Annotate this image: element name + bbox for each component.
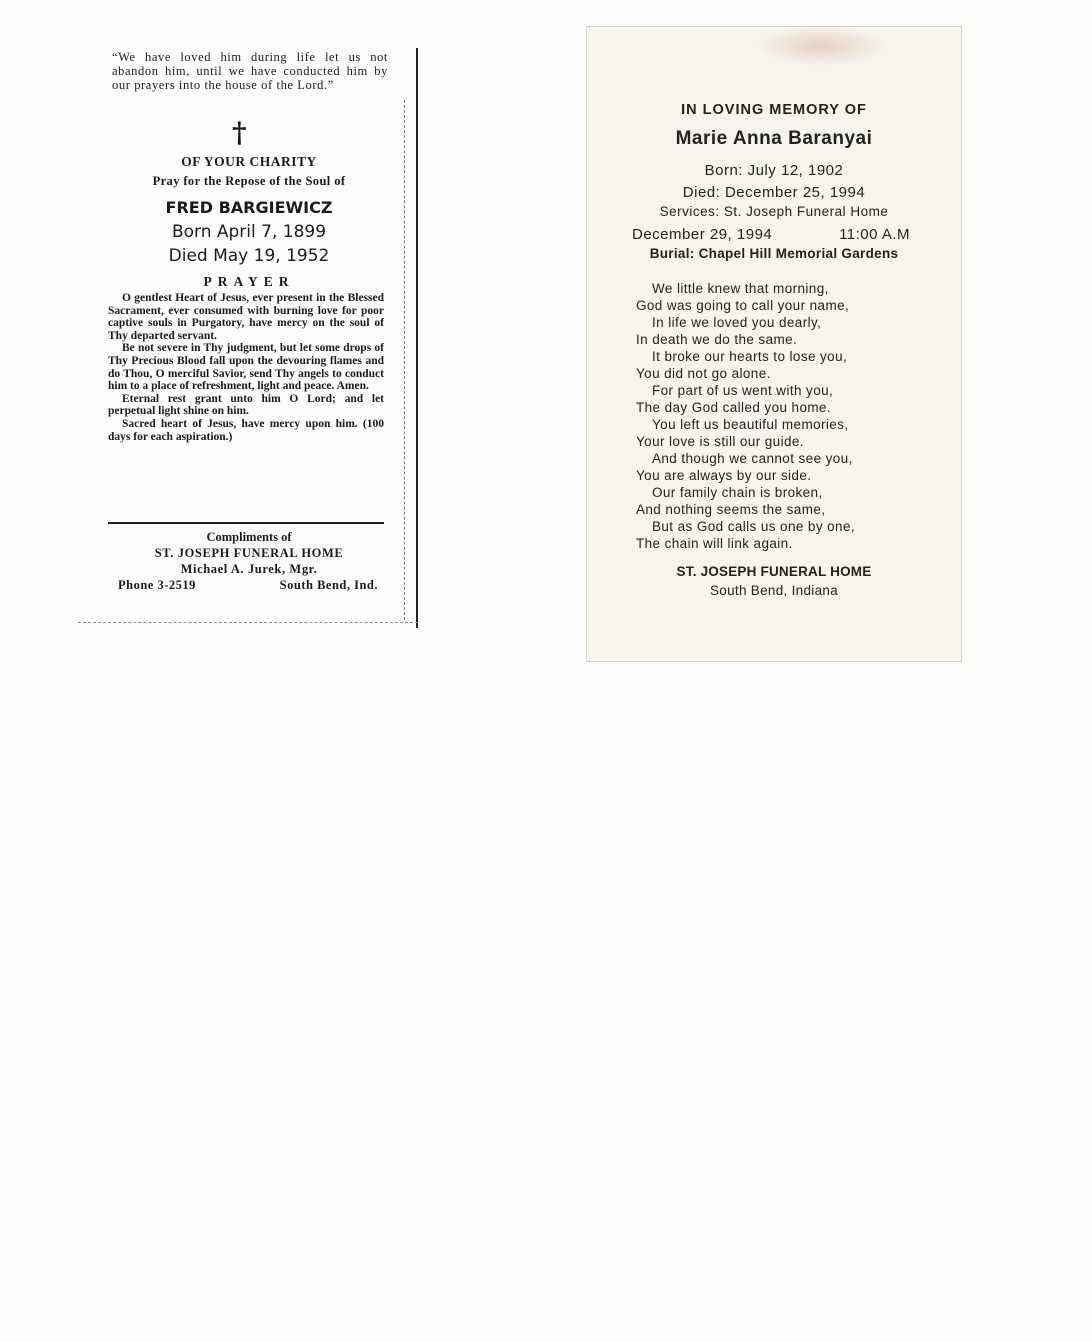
poem-line: It broke our hearts to lose you, <box>652 349 848 364</box>
poem-line: Your love is still our guide. <box>636 434 804 449</box>
birth-date: Born: July 12, 1902 <box>704 162 844 179</box>
poem-line: In life we loved you dearly, <box>652 315 822 330</box>
paper-stain <box>756 26 886 66</box>
poem-line: We little knew that morning, <box>652 281 829 296</box>
poem <box>636 280 916 552</box>
poem-line: You left us beautiful memories, <box>652 417 849 432</box>
poem-line: In death we do the same. <box>636 332 798 347</box>
card-border-dashed <box>404 100 406 620</box>
poem-line: For part of us went with you, <box>652 383 834 398</box>
poem-line: But as God calls us one by one, <box>652 519 856 534</box>
city-line: South Bend, Ind. <box>279 578 378 592</box>
poem-line: And nothing seems the same, <box>636 502 826 517</box>
funeral-home-name: ST. JOSEPH FUNERAL HOME <box>676 564 872 579</box>
charity-heading: OF YOUR CHARITY <box>181 154 317 169</box>
prayer-paragraph: Eternal rest grant unto him O Lord; and let perpetual light shine on him. <box>108 392 384 418</box>
card-border <box>416 48 418 628</box>
burial-line: Burial: Chapel Hill Memorial Gardens <box>649 246 899 261</box>
contact-row <box>118 578 378 593</box>
deceased-name: FRED BARGIEWICZ <box>165 198 333 217</box>
quote-text: “We have loved him during life let us not abandon him, until we have conducted him by our prayers into the house of the Lord.” <box>112 50 388 92</box>
pray-line: Pray for the Repose of the Soul of <box>152 174 346 188</box>
death-date: Died May 19, 1952 <box>168 246 330 266</box>
prayer-paragraph: Be not severe in Thy judgment, but let some drops of Thy Precious Blood fall upon the devouring flames and do Thou, O merciful Savior, send Thy angels to conduct him to a place of refreshment, light and peace. Amen. <box>108 342 384 393</box>
service-date: December 29, 1994 <box>632 226 773 243</box>
memorial-card-marie-anna-baranyai <box>586 26 962 662</box>
memory-heading: IN LOVING MEMORY OF <box>681 102 867 118</box>
birth-date: Born April 7, 1899 <box>171 222 327 242</box>
poem-line: Our family chain is broken, <box>652 485 823 500</box>
deceased-name: Marie Anna Baranyai <box>675 128 873 149</box>
prayer-body <box>108 292 384 443</box>
divider <box>108 522 384 524</box>
memorial-card-fred-bargiewicz <box>78 40 420 628</box>
services-line: Services: St. Joseph Funeral Home <box>659 204 889 219</box>
prayer-paragraph: O gentlest Heart of Jesus, ever present in the Blessed Sacrament, ever consumed with burning love for poor captive souls in Purgatory, have mercy on the soul of Thy departed servant. <box>108 292 384 342</box>
poem-line: The day God called you home. <box>636 400 832 415</box>
cross-icon: † <box>232 116 247 149</box>
death-date: Died: December 25, 1994 <box>682 184 866 201</box>
service-time: 11:00 A.M <box>839 226 910 243</box>
phone-number: Phone 3-2519 <box>118 578 196 592</box>
prayer-paragraph: Sacred heart of Jesus, have mercy upon him. (100 days for each aspiration.) <box>108 417 384 443</box>
poem-line: You are always by our side. <box>636 468 812 483</box>
poem-line: The chain will link again. <box>636 536 793 551</box>
compliments-line: Compliments of <box>206 530 292 544</box>
service-date-row <box>632 226 910 243</box>
card-bottom-edge <box>78 622 418 624</box>
manager-line: Michael A. Jurek, Mgr. <box>180 562 318 576</box>
poem-line: You did not go alone. <box>636 366 771 381</box>
poem-line: God was going to call your name, <box>636 298 850 313</box>
poem-line: And though we cannot see you, <box>652 451 853 466</box>
city-line: South Bend, Indiana <box>709 583 839 598</box>
prayer-heading: PRAYER <box>203 274 295 289</box>
funeral-home-name: ST. JOSEPH FUNERAL HOME <box>154 546 344 560</box>
